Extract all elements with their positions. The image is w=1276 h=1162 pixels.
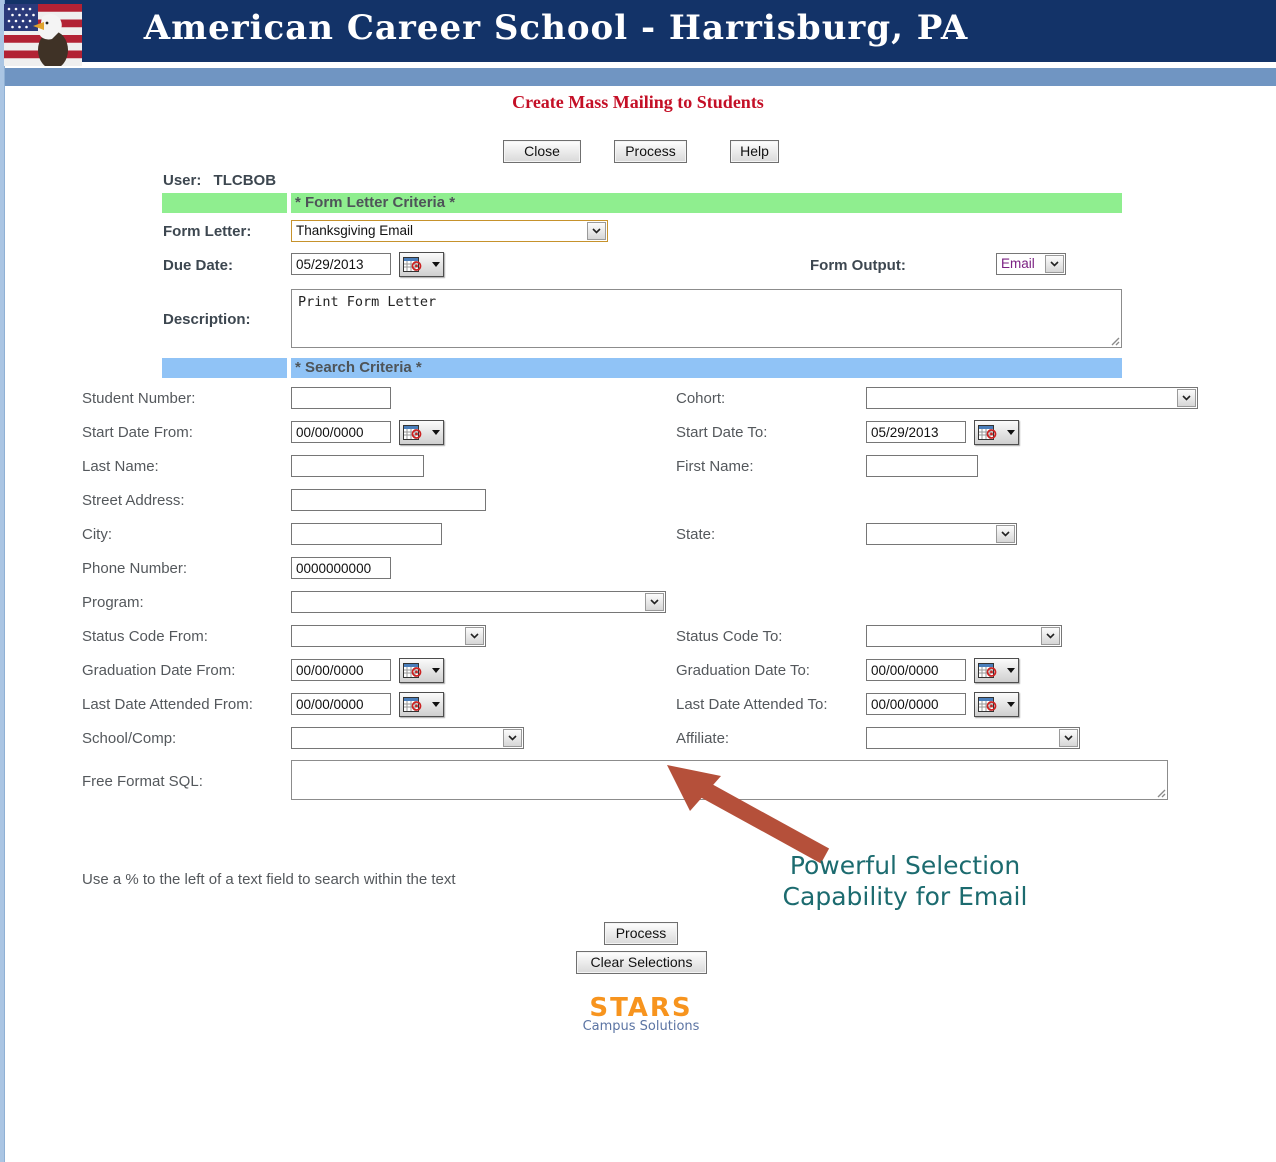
last-date-attended-to-input[interactable]: [866, 693, 966, 715]
street-address-input[interactable]: [291, 489, 486, 511]
form-letter-select[interactable]: [291, 220, 608, 242]
search-section-header: [291, 358, 1122, 378]
chevron-down-icon: [1177, 389, 1196, 407]
description-field-wrap: [291, 289, 1122, 348]
first-name-input[interactable]: [866, 455, 978, 477]
calendar-icon: [403, 424, 423, 441]
page-title: Create Mass Mailing to Students: [512, 92, 764, 112]
start-date-to-label: Start Date To:: [676, 424, 768, 441]
city-label: City:: [82, 526, 112, 543]
chevron-down-icon: [503, 729, 522, 747]
calendar-icon: [978, 424, 998, 441]
status-code-from-label: Status Code From:: [82, 628, 208, 645]
student-number-input[interactable]: [291, 387, 391, 409]
calendar-icon: [978, 696, 998, 713]
form-output-selected-value: Email: [1001, 256, 1035, 271]
form-output-select[interactable]: [996, 253, 1066, 275]
header-bar: [0, 0, 1276, 62]
chevron-down-icon: [1041, 627, 1060, 645]
form-letter-selected-value: Thanksgiving Email: [296, 223, 414, 238]
state-selected-value: [867, 524, 995, 544]
form-output-label: Form Output:: [810, 257, 906, 274]
free-format-sql-label: Free Format SQL:: [82, 773, 203, 790]
chevron-down-icon: [587, 222, 606, 240]
program-label: Program:: [82, 594, 144, 611]
user-value: TLCBOB: [213, 172, 277, 189]
status-code-to-select[interactable]: [866, 625, 1062, 647]
search-section-title: * Search Criteria *: [295, 359, 422, 376]
city-input[interactable]: [291, 523, 442, 545]
status-code-from-select[interactable]: [291, 625, 486, 647]
process-button-bottom[interactable]: Process: [604, 922, 678, 945]
dropdown-arrow-icon: [432, 668, 440, 673]
stars-logo-text: STARS: [589, 993, 693, 1023]
chevron-down-icon: [465, 627, 484, 645]
search-section-cell: [162, 358, 287, 378]
chevron-down-icon: [1045, 255, 1064, 273]
graduation-date-from-input[interactable]: [291, 659, 391, 681]
start-date-to-input[interactable]: [866, 421, 966, 443]
school-comp-label: School/Comp:: [82, 730, 177, 747]
first-name-label: First Name:: [676, 458, 754, 475]
last-name-input[interactable]: [291, 455, 424, 477]
wildcard-hint: Use a % to the left of a text field to search within the text: [82, 871, 456, 888]
start-date-from-input[interactable]: [291, 421, 391, 443]
description-textarea[interactable]: [291, 289, 1122, 348]
calendar-icon: [403, 696, 423, 713]
graduation-date-from-label: Graduation Date From:: [82, 662, 236, 679]
last-date-attended-from-input[interactable]: [291, 693, 391, 715]
annotation-text: [735, 850, 1075, 912]
school-comp-selected-value: [292, 728, 502, 748]
annotation-line2: Capability for Email: [782, 882, 1028, 911]
dropdown-arrow-icon: [1007, 702, 1015, 707]
annotation-line1: Powerful Selection: [789, 851, 1021, 880]
graduation-date-from-calendar-button[interactable]: [399, 658, 444, 683]
description-label: Description:: [163, 311, 251, 328]
last-name-label: Last Name:: [82, 458, 159, 475]
graduation-date-to-calendar-button[interactable]: [974, 658, 1019, 683]
phone-number-input[interactable]: [291, 557, 391, 579]
dropdown-arrow-icon: [432, 702, 440, 707]
form-letter-section-cell: [162, 193, 287, 213]
last-date-attended-from-calendar-button[interactable]: [399, 692, 444, 717]
status-code-from-selected-value: [292, 626, 464, 646]
dropdown-arrow-icon: [432, 430, 440, 435]
process-button-top[interactable]: Process: [614, 140, 687, 163]
status-code-to-selected-value: [867, 626, 1040, 646]
student-number-label: Student Number:: [82, 390, 196, 407]
calendar-icon: [403, 256, 423, 273]
cohort-label: Cohort:: [676, 390, 726, 407]
affiliate-label: Affiliate:: [676, 730, 730, 747]
cohort-select[interactable]: [866, 387, 1198, 409]
last-date-attended-from-label: Last Date Attended From:: [82, 696, 253, 713]
program-select[interactable]: [291, 591, 666, 613]
chevron-down-icon: [1059, 729, 1078, 747]
dropdown-arrow-icon: [1007, 430, 1015, 435]
state-label: State:: [676, 526, 716, 543]
affiliate-select[interactable]: [866, 727, 1080, 749]
calendar-icon: [403, 662, 423, 679]
close-button[interactable]: Close: [503, 140, 581, 163]
program-selected-value: [292, 592, 644, 612]
school-title: American Career School - Harrisburg, PA: [143, 8, 969, 48]
due-date-calendar-button[interactable]: [399, 252, 444, 277]
help-button[interactable]: Help: [730, 140, 779, 163]
status-code-to-label: Status Code To:: [676, 628, 783, 645]
graduation-date-to-label: Graduation Date To:: [676, 662, 810, 679]
phone-number-label: Phone Number:: [82, 560, 188, 577]
school-comp-select[interactable]: [291, 727, 524, 749]
chevron-down-icon: [645, 593, 664, 611]
form-letter-label: Form Letter:: [163, 223, 252, 240]
street-address-label: Street Address:: [82, 492, 185, 509]
calendar-icon: [978, 662, 998, 679]
last-date-attended-to-label: Last Date Attended To:: [676, 696, 828, 713]
affiliate-selected-value: [867, 728, 1058, 748]
start-date-from-calendar-button[interactable]: [399, 420, 444, 445]
due-date-label: Due Date:: [163, 257, 234, 274]
last-date-attended-to-calendar-button[interactable]: [974, 692, 1019, 717]
due-date-input[interactable]: [291, 253, 391, 275]
graduation-date-to-input[interactable]: [866, 659, 966, 681]
form-letter-section-title: * Form Letter Criteria *: [295, 194, 456, 211]
flag-eagle-image: [4, 4, 82, 71]
page-left-border: [0, 0, 5, 1162]
sub-header-band: [0, 68, 1276, 86]
state-select[interactable]: [866, 523, 1017, 545]
start-date-to-calendar-button[interactable]: [974, 420, 1019, 445]
stars-logo: [556, 995, 726, 1034]
chevron-down-icon: [996, 525, 1015, 543]
start-date-from-label: Start Date From:: [82, 424, 193, 441]
user-label: User:: [163, 172, 202, 189]
dropdown-arrow-icon: [1007, 668, 1015, 673]
user-line: [163, 172, 276, 189]
form-letter-section-header: [291, 193, 1122, 213]
clear-selections-button[interactable]: Clear Selections: [576, 951, 707, 974]
stars-logo-tagline: Campus Solutions: [582, 1019, 700, 1034]
dropdown-arrow-icon: [432, 262, 440, 267]
cohort-selected-value: [867, 388, 1176, 408]
